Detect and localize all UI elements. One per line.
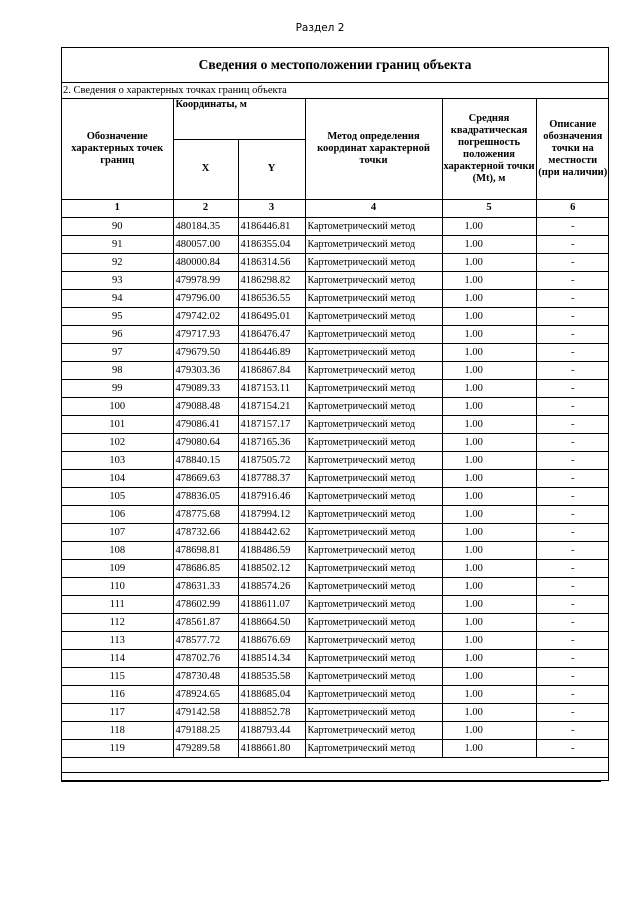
points-table-body xyxy=(62,217,609,772)
cell-method: Картометрический метод xyxy=(305,595,442,613)
cell-description: - xyxy=(536,343,609,361)
cell-point-id: 102 xyxy=(62,433,173,451)
cell-x: 479089.33 xyxy=(173,379,238,397)
cell-method: Картометрический метод xyxy=(305,739,442,757)
cell-point-id: 91 xyxy=(62,235,173,253)
cell-error: 1.00 xyxy=(442,289,536,307)
cell-x: 479289.58 xyxy=(173,739,238,757)
header-error: Средняя квадратическая погрешность положения характерной точки (Mt), м xyxy=(442,99,536,199)
table-row xyxy=(62,739,609,757)
table-row xyxy=(62,541,609,559)
cell-point-id: 93 xyxy=(62,271,173,289)
page-header: Раздел 2 xyxy=(295,22,345,34)
cell-point-id: 99 xyxy=(62,379,173,397)
cell-x: 479679.50 xyxy=(173,343,238,361)
cell-y: 4188486.59 xyxy=(238,541,305,559)
cell-method: Картометрический метод xyxy=(305,703,442,721)
cell-point-id: 100 xyxy=(62,397,173,415)
cell-error: 1.00 xyxy=(442,739,536,757)
table-row xyxy=(62,487,609,505)
cell-error: 1.00 xyxy=(442,577,536,595)
cell-error: 1.00 xyxy=(442,379,536,397)
cell-description: - xyxy=(536,271,609,289)
column-number: 3 xyxy=(238,199,305,217)
cell-point-id: 107 xyxy=(62,523,173,541)
table-row xyxy=(62,613,609,631)
cell-x: 478669.63 xyxy=(173,469,238,487)
cell-method: Картометрический метод xyxy=(305,289,442,307)
cell-point-id: 113 xyxy=(62,631,173,649)
cell-x: 479303.36 xyxy=(173,361,238,379)
cell-x: 478730.48 xyxy=(173,667,238,685)
cell-point-id: 104 xyxy=(62,469,173,487)
table-row xyxy=(62,649,609,667)
cell-error: 1.00 xyxy=(442,613,536,631)
cell-x: 480000.84 xyxy=(173,253,238,271)
cell-method: Картометрический метод xyxy=(305,379,442,397)
cell-description: - xyxy=(536,433,609,451)
cell-y: 4186476.47 xyxy=(238,325,305,343)
cell-x: 478686.85 xyxy=(173,559,238,577)
cell-point-id: 114 xyxy=(62,649,173,667)
cell-y: 4188442.62 xyxy=(238,523,305,541)
page-title: Сведения о местоположении границ объекта xyxy=(62,48,608,83)
cell-error: 1.00 xyxy=(442,487,536,505)
cell-description: - xyxy=(536,307,609,325)
cell-method: Картометрический метод xyxy=(305,415,442,433)
table-row xyxy=(62,343,609,361)
cell-error: 1.00 xyxy=(442,343,536,361)
cell-y: 4187994.12 xyxy=(238,505,305,523)
cell-method: Картометрический метод xyxy=(305,325,442,343)
cell-method: Картометрический метод xyxy=(305,631,442,649)
cell-error: 1.00 xyxy=(442,541,536,559)
table-row xyxy=(62,667,609,685)
table-row xyxy=(62,415,609,433)
table-row xyxy=(62,469,609,487)
header-designation: Обозначение характерных точек границ xyxy=(62,99,173,199)
cell-point-id: 117 xyxy=(62,703,173,721)
cell-description: - xyxy=(536,559,609,577)
column-number: 4 xyxy=(305,199,442,217)
cell-method: Картометрический метод xyxy=(305,451,442,469)
cell-description: - xyxy=(536,235,609,253)
table-row xyxy=(62,703,609,721)
cell-method: Картометрический метод xyxy=(305,343,442,361)
cell-error: 1.00 xyxy=(442,397,536,415)
header-coordinates: Координаты, м xyxy=(173,99,305,139)
cell-description: - xyxy=(536,217,609,235)
cell-error: 1.00 xyxy=(442,559,536,577)
cell-description: - xyxy=(536,595,609,613)
cell-x: 480057.00 xyxy=(173,235,238,253)
cell-point-id: 94 xyxy=(62,289,173,307)
cell-y: 4186298.82 xyxy=(238,271,305,289)
table-row xyxy=(62,325,609,343)
cell-x: 479080.64 xyxy=(173,433,238,451)
cell-method: Картометрический метод xyxy=(305,559,442,577)
cell-description: - xyxy=(536,253,609,271)
cell-y: 4188514.34 xyxy=(238,649,305,667)
cell-error: 1.00 xyxy=(442,721,536,739)
table-row xyxy=(62,379,609,397)
cell-method: Картометрический метод xyxy=(305,217,442,235)
header-y: Y xyxy=(238,139,305,199)
cell-error: 1.00 xyxy=(442,703,536,721)
cell-description: - xyxy=(536,631,609,649)
cell-description: - xyxy=(536,397,609,415)
cell-method: Картометрический метод xyxy=(305,685,442,703)
cell-description: - xyxy=(536,505,609,523)
cell-description: - xyxy=(536,289,609,307)
cell-x: 478561.87 xyxy=(173,613,238,631)
section-subtitle: 2. Сведения о характерных точках границ объекта xyxy=(62,83,608,99)
cell-error: 1.00 xyxy=(442,469,536,487)
cell-x: 479796.00 xyxy=(173,289,238,307)
cell-description: - xyxy=(536,739,609,757)
cell-error: 1.00 xyxy=(442,235,536,253)
cell-y: 4187788.37 xyxy=(238,469,305,487)
cell-y: 4188611.07 xyxy=(238,595,305,613)
cell-point-id: 98 xyxy=(62,361,173,379)
column-numbers-row xyxy=(62,199,609,217)
cell-x: 478775.68 xyxy=(173,505,238,523)
cell-point-id: 119 xyxy=(62,739,173,757)
cell-point-id: 106 xyxy=(62,505,173,523)
cell-x: 478924.65 xyxy=(173,685,238,703)
cell-x: 479717.93 xyxy=(173,325,238,343)
cell-method: Картометрический метод xyxy=(305,253,442,271)
cell-x: 478702.76 xyxy=(173,649,238,667)
cell-description: - xyxy=(536,379,609,397)
cell-y: 4186446.81 xyxy=(238,217,305,235)
table-row xyxy=(62,631,609,649)
table-row xyxy=(62,505,609,523)
table-row xyxy=(62,235,609,253)
cell-y: 4186536.55 xyxy=(238,289,305,307)
header-description: Описание обозначения точки на местности (при наличии) xyxy=(536,99,609,199)
cell-y: 4187153.11 xyxy=(238,379,305,397)
cell-point-id: 111 xyxy=(62,595,173,613)
cell-point-id: 95 xyxy=(62,307,173,325)
cell-point-id: 96 xyxy=(62,325,173,343)
cell-point-id: 115 xyxy=(62,667,173,685)
cell-description: - xyxy=(536,325,609,343)
cell-y: 4188661.80 xyxy=(238,739,305,757)
cell-y: 4186495.01 xyxy=(238,307,305,325)
cell-point-id: 90 xyxy=(62,217,173,235)
table-row xyxy=(62,289,609,307)
cell-y: 4188664.50 xyxy=(238,613,305,631)
cell-error: 1.00 xyxy=(442,361,536,379)
cell-description: - xyxy=(536,541,609,559)
cell-method: Картометрический метод xyxy=(305,667,442,685)
cell-x: 478836.05 xyxy=(173,487,238,505)
cell-x: 478577.72 xyxy=(173,631,238,649)
cell-x: 478840.15 xyxy=(173,451,238,469)
cell-point-id: 105 xyxy=(62,487,173,505)
cell-description: - xyxy=(536,469,609,487)
cell-point-id: 118 xyxy=(62,721,173,739)
table-row xyxy=(62,451,609,469)
cell-method: Картометрический метод xyxy=(305,649,442,667)
cell-y: 4186314.56 xyxy=(238,253,305,271)
cell-error: 1.00 xyxy=(442,433,536,451)
points-table xyxy=(62,99,609,773)
cell-y: 4188852.78 xyxy=(238,703,305,721)
table-row xyxy=(62,217,609,235)
cell-y: 4187154.21 xyxy=(238,397,305,415)
cell-method: Картометрический метод xyxy=(305,613,442,631)
cell-y: 4187165.36 xyxy=(238,433,305,451)
cell-error: 1.00 xyxy=(442,649,536,667)
cell-method: Картометрический метод xyxy=(305,307,442,325)
bottom-rule xyxy=(61,781,601,782)
cell-error: 1.00 xyxy=(442,415,536,433)
column-number: 2 xyxy=(173,199,238,217)
cell-description: - xyxy=(536,685,609,703)
table-row-empty xyxy=(62,757,609,772)
cell-point-id: 101 xyxy=(62,415,173,433)
cell-method: Картометрический метод xyxy=(305,361,442,379)
table-row xyxy=(62,397,609,415)
document-frame xyxy=(61,47,609,781)
cell-y: 4186446.89 xyxy=(238,343,305,361)
cell-description: - xyxy=(536,523,609,541)
cell-method: Картометрический метод xyxy=(305,523,442,541)
cell-y: 4188535.58 xyxy=(238,667,305,685)
cell-point-id: 116 xyxy=(62,685,173,703)
cell-y: 4188793.44 xyxy=(238,721,305,739)
table-row xyxy=(62,577,609,595)
cell-error: 1.00 xyxy=(442,307,536,325)
cell-description: - xyxy=(536,703,609,721)
table-row xyxy=(62,307,609,325)
cell-description: - xyxy=(536,487,609,505)
cell-x: 479086.41 xyxy=(173,415,238,433)
cell-point-id: 112 xyxy=(62,613,173,631)
cell-method: Картометрический метод xyxy=(305,505,442,523)
cell-x: 478602.99 xyxy=(173,595,238,613)
cell-x: 478631.33 xyxy=(173,577,238,595)
cell-method: Картометрический метод xyxy=(305,271,442,289)
cell-method: Картометрический метод xyxy=(305,397,442,415)
cell-point-id: 108 xyxy=(62,541,173,559)
cell-error: 1.00 xyxy=(442,523,536,541)
empty-cell xyxy=(62,757,609,772)
cell-y: 4187916.46 xyxy=(238,487,305,505)
cell-description: - xyxy=(536,577,609,595)
cell-description: - xyxy=(536,361,609,379)
cell-method: Картометрический метод xyxy=(305,487,442,505)
table-row xyxy=(62,721,609,739)
cell-error: 1.00 xyxy=(442,631,536,649)
cell-x: 479088.48 xyxy=(173,397,238,415)
column-number: 6 xyxy=(536,199,609,217)
cell-point-id: 109 xyxy=(62,559,173,577)
cell-method: Картометрический метод xyxy=(305,469,442,487)
cell-point-id: 103 xyxy=(62,451,173,469)
table-row xyxy=(62,595,609,613)
cell-y: 4187505.72 xyxy=(238,451,305,469)
cell-x: 478732.66 xyxy=(173,523,238,541)
cell-y: 4188685.04 xyxy=(238,685,305,703)
header-x: X xyxy=(173,139,238,199)
cell-method: Картометрический метод xyxy=(305,721,442,739)
cell-description: - xyxy=(536,721,609,739)
table-row xyxy=(62,433,609,451)
cell-error: 1.00 xyxy=(442,685,536,703)
cell-x: 479188.25 xyxy=(173,721,238,739)
cell-y: 4188574.26 xyxy=(238,577,305,595)
header-method: Метод определения координат характерной точки xyxy=(305,99,442,199)
cell-point-id: 110 xyxy=(62,577,173,595)
column-number: 1 xyxy=(62,199,173,217)
cell-method: Картометрический метод xyxy=(305,577,442,595)
table-row xyxy=(62,559,609,577)
cell-y: 4187157.17 xyxy=(238,415,305,433)
cell-description: - xyxy=(536,649,609,667)
table-row xyxy=(62,685,609,703)
table-row xyxy=(62,253,609,271)
table-row xyxy=(62,271,609,289)
cell-error: 1.00 xyxy=(442,217,536,235)
cell-description: - xyxy=(536,613,609,631)
cell-point-id: 92 xyxy=(62,253,173,271)
cell-method: Картометрический метод xyxy=(305,433,442,451)
cell-x: 479978.99 xyxy=(173,271,238,289)
cell-error: 1.00 xyxy=(442,451,536,469)
cell-description: - xyxy=(536,415,609,433)
cell-point-id: 97 xyxy=(62,343,173,361)
cell-error: 1.00 xyxy=(442,325,536,343)
cell-description: - xyxy=(536,451,609,469)
cell-error: 1.00 xyxy=(442,253,536,271)
cell-x: 479142.58 xyxy=(173,703,238,721)
cell-x: 478698.81 xyxy=(173,541,238,559)
column-number: 5 xyxy=(442,199,536,217)
table-row xyxy=(62,361,609,379)
cell-error: 1.00 xyxy=(442,667,536,685)
cell-method: Картометрический метод xyxy=(305,541,442,559)
cell-y: 4186355.04 xyxy=(238,235,305,253)
cell-description: - xyxy=(536,667,609,685)
cell-x: 479742.02 xyxy=(173,307,238,325)
cell-error: 1.00 xyxy=(442,505,536,523)
cell-y: 4186867.84 xyxy=(238,361,305,379)
cell-method: Картометрический метод xyxy=(305,235,442,253)
cell-y: 4188502.12 xyxy=(238,559,305,577)
cell-error: 1.00 xyxy=(442,595,536,613)
cell-x: 480184.35 xyxy=(173,217,238,235)
cell-error: 1.00 xyxy=(442,271,536,289)
table-row xyxy=(62,523,609,541)
cell-y: 4188676.69 xyxy=(238,631,305,649)
